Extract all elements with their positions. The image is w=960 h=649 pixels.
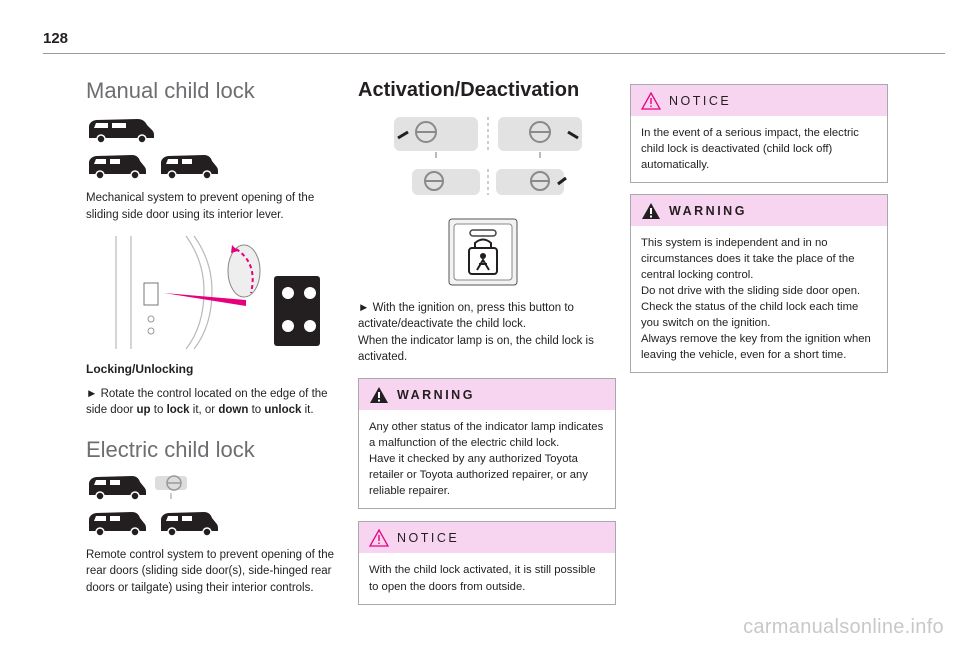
warning-label: WARNING	[397, 387, 475, 402]
warning-line: Always remove the key from the ignition when leaving the vehicle, even for a short time.	[641, 333, 871, 362]
watermark: carmanualsonline.info	[743, 616, 944, 638]
locking-unlocking-heading: Locking/Unlocking	[86, 362, 194, 377]
warning-line: This system is independent and in no circumstances does it take the place of the central locking control.	[641, 237, 855, 282]
notice-label: NOTICE	[669, 93, 732, 108]
electric-description: Remote control system to prevent opening of the rear doors (sliding side door(s), side-hinged rear doors or tailgate) using their interior controls.	[86, 549, 335, 594]
vehicle-icons-manual	[86, 116, 341, 180]
locking-instruction: ► Rotate the control located on the edge of the side door up to lock it, or down to unlock it.	[86, 388, 328, 417]
notice-box-middle	[358, 521, 616, 604]
door-lock-illustration	[86, 231, 341, 353]
notice-triangle-icon	[641, 92, 661, 110]
van-icon	[86, 509, 148, 537]
notice-text: With the child lock activated, it is still possible to open the doors from outside.	[369, 564, 596, 593]
page-number: 128	[43, 30, 69, 47]
warning-box-right	[630, 194, 888, 373]
indicator-lamp-text: When the indicator lamp is on, the child lock is activated.	[358, 334, 594, 363]
top-divider	[43, 53, 945, 54]
warning-header	[631, 195, 887, 226]
notice-header	[631, 85, 887, 116]
notice-triangle-icon	[369, 529, 389, 547]
manual-child-lock-title: Manual child lock	[86, 78, 255, 103]
manual-description: Mechanical system to prevent opening of the sliding side door using its interior lever.	[86, 192, 315, 221]
warning-triangle-icon	[369, 386, 389, 404]
warning-label: WARNING	[669, 203, 747, 218]
van-icon	[158, 509, 220, 537]
activation-title: Activation/Deactivation	[358, 79, 580, 101]
notice-box-right	[630, 84, 888, 183]
van-icon	[86, 152, 148, 180]
van-icon	[86, 116, 156, 144]
warning-box-middle	[358, 378, 616, 509]
notice-label: NOTICE	[397, 530, 460, 545]
warning-line: Check the status of the child lock each time you switch on the ignition.	[641, 301, 859, 330]
column-left	[86, 78, 341, 596]
notice-header	[359, 522, 615, 553]
notice-text: In the event of a serious impact, the electric child lock is deactivated (child lock off) automatically.	[641, 127, 859, 172]
column-middle	[358, 78, 613, 605]
warning-header	[359, 379, 615, 410]
warning-text-2: Have it checked by any authorized Toyota retailer or Toyota authorized repairer, or any reliable repairer.	[369, 453, 588, 498]
dashboard-layout-illustration	[390, 114, 613, 206]
activation-instruction: ► With the ignition on, press this button to activate/deactivate the child lock.	[358, 302, 574, 331]
child-lock-button-illustration	[448, 218, 613, 286]
steering-wheel-icon	[154, 473, 188, 501]
warning-triangle-icon	[641, 202, 661, 220]
warning-text: Any other status of the indicator lamp indicates a malfunction of the electric child lock.	[369, 421, 604, 450]
vehicle-icons-electric	[86, 473, 341, 537]
column-right	[630, 84, 885, 373]
van-icon	[158, 152, 220, 180]
van-icon	[86, 473, 148, 501]
electric-child-lock-title: Electric child lock	[86, 436, 255, 462]
warning-line: Do not drive with the sliding side door open.	[641, 285, 861, 298]
